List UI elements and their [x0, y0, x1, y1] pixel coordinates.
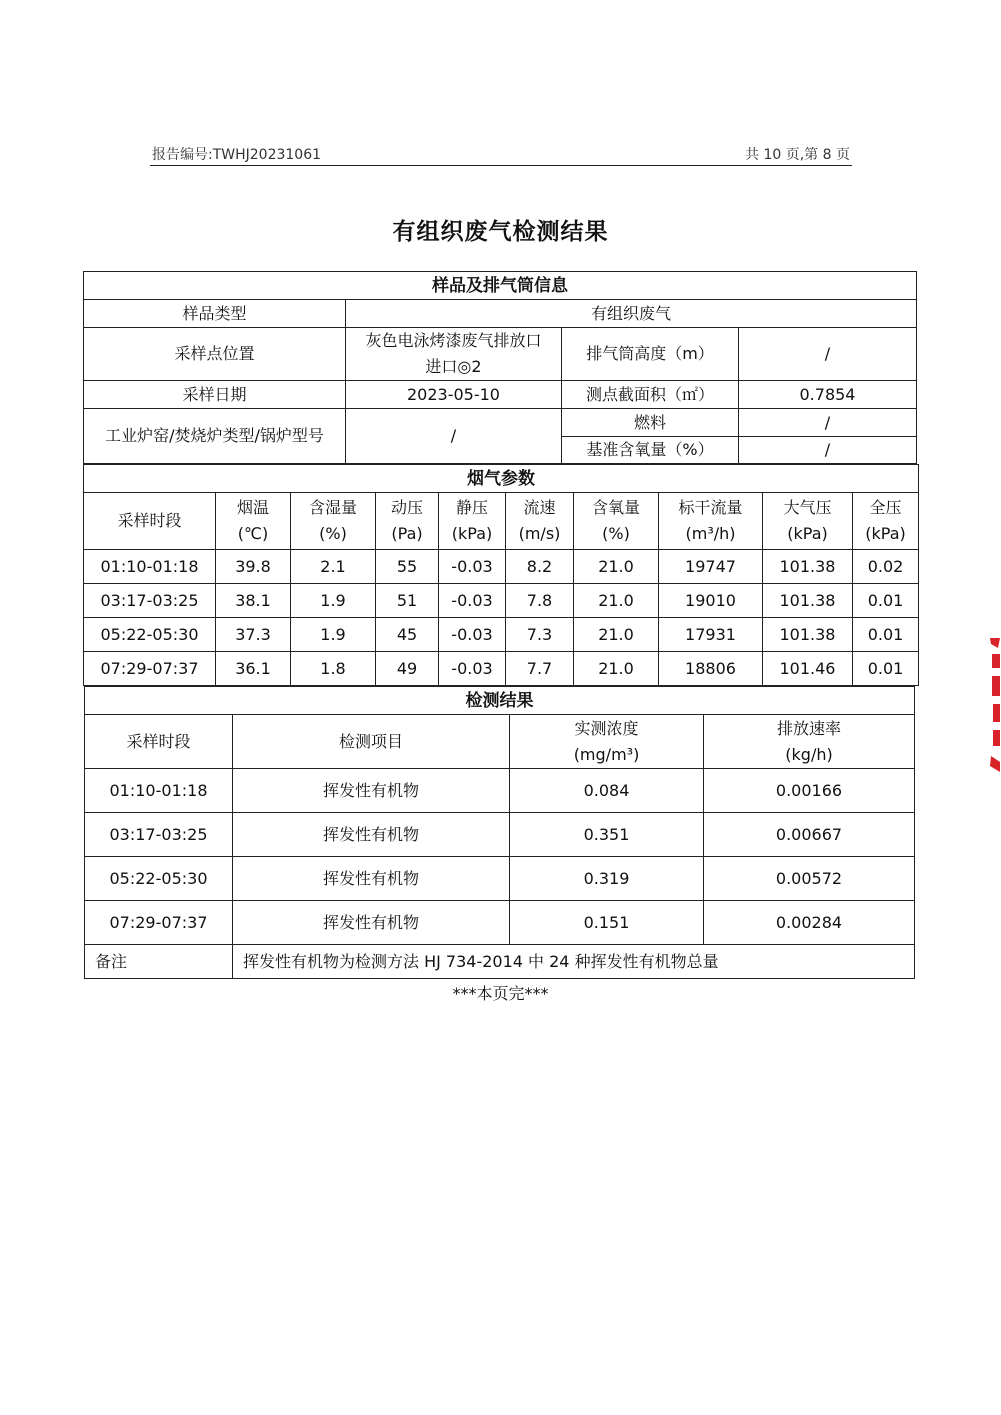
seal-stamp-edge: [988, 636, 1001, 776]
table-row: [84, 584, 919, 618]
section-area-value: 0.7854: [739, 381, 917, 409]
document-title: 有组织废气检测结果: [392, 219, 609, 245]
sampling-date-value: 2023-05-10: [346, 381, 562, 409]
table-cell: 01:10-01:18: [84, 550, 216, 584]
flue-column-header: [763, 493, 853, 550]
column-unit: (kPa): [787, 524, 828, 543]
table-cell: 101.38: [763, 584, 853, 618]
note-label: 备注: [85, 945, 233, 979]
table-cell: 7.8: [506, 584, 574, 618]
table-cell: 36.1: [216, 652, 291, 686]
sample-type-label: 样品类型: [84, 300, 346, 328]
table-cell: 0.00284: [704, 901, 915, 945]
column-unit: (Pa): [391, 524, 423, 543]
table-cell: 17931: [659, 618, 763, 652]
column-unit: (mg/m³): [573, 744, 640, 764]
fuel-value: /: [739, 409, 917, 437]
furnace-type-value: /: [346, 409, 562, 464]
table-cell: 21.0: [574, 618, 659, 652]
table-row: [84, 550, 919, 584]
table-cell: 18806: [659, 652, 763, 686]
flue-column-header: [574, 493, 659, 550]
sampling-date-label: 采样日期: [84, 381, 346, 409]
flue-period-header: 采样时段: [84, 493, 216, 550]
results-table: [84, 686, 915, 979]
table-cell: 07:29-07:37: [84, 652, 216, 686]
table-cell: 101.46: [763, 652, 853, 686]
table-cell: 0.00667: [704, 813, 915, 857]
table-cell: 1.9: [291, 618, 376, 652]
table-cell: 51: [376, 584, 439, 618]
table-row: [85, 813, 915, 857]
furnace-type-label: 工业炉窑/焚烧炉类型/锅炉型号: [84, 409, 346, 464]
table-cell: 挥发性有机物: [233, 769, 510, 813]
table-cell: 0.151: [510, 901, 704, 945]
column-name: 全压: [869, 498, 902, 517]
table-row: [85, 769, 915, 813]
location-label: 采样点位置: [84, 328, 346, 381]
column-name: 流速: [523, 498, 556, 517]
results-concentration-header: [510, 715, 704, 769]
table-cell: 49: [376, 652, 439, 686]
location-value-line1: 灰色电泳烤漆废气排放口: [365, 331, 542, 350]
table-cell: -0.03: [439, 550, 506, 584]
table-cell: -0.03: [439, 584, 506, 618]
table-cell: 0.01: [853, 652, 919, 686]
results-item-header: 检测项目: [233, 715, 510, 769]
table-row: [84, 652, 919, 686]
table-cell: 45: [376, 618, 439, 652]
table-cell: 0.02: [853, 550, 919, 584]
table-row: [84, 618, 919, 652]
column-name: 动压: [390, 498, 423, 517]
location-value-line2: 进口◎2: [425, 357, 482, 376]
fuel-label: 燃料: [562, 409, 739, 437]
table-cell: 03:17-03:25: [85, 813, 233, 857]
table-cell: 37.3: [216, 618, 291, 652]
table-cell: -0.03: [439, 618, 506, 652]
table-row: [85, 901, 915, 945]
flue-gas-table: [83, 464, 919, 686]
base-oxygen-value: /: [739, 437, 917, 464]
stack-height-value: /: [739, 328, 917, 381]
table-cell: 0.00572: [704, 857, 915, 901]
table-cell: 0.01: [853, 618, 919, 652]
column-unit: (m/s): [518, 524, 561, 543]
column-name: 烟温: [236, 498, 269, 517]
table-cell: 38.1: [216, 584, 291, 618]
flue-column-header: [291, 493, 376, 550]
page-indicator: 共 10 页,第 8 页: [745, 147, 850, 163]
table-cell: 21.0: [574, 584, 659, 618]
table-cell: 19010: [659, 584, 763, 618]
table-cell: 7.3: [506, 618, 574, 652]
results-rate-header: [704, 715, 915, 769]
table-cell: 01:10-01:18: [85, 769, 233, 813]
section-area-label: 测点截面积（㎡）: [562, 381, 739, 409]
table-cell: 05:22-05:30: [84, 618, 216, 652]
table-cell: -0.03: [439, 652, 506, 686]
column-name: 含氧量: [591, 498, 640, 517]
table-cell: 39.8: [216, 550, 291, 584]
base-oxygen-label: 基准含氧量（%）: [562, 437, 739, 464]
table-cell: 07:29-07:37: [85, 901, 233, 945]
table-cell: 21.0: [574, 550, 659, 584]
table-cell: 0.351: [510, 813, 704, 857]
column-unit: (kg/h): [785, 744, 833, 764]
results-section-title: 检测结果: [85, 687, 915, 715]
table-cell: 7.7: [506, 652, 574, 686]
column-name: 含湿量: [308, 498, 357, 517]
page-end-mark: ***本页完***: [452, 984, 549, 1003]
sample-type-value: 有组织废气: [346, 300, 917, 328]
column-name: 标干流量: [678, 498, 743, 517]
table-cell: 0.084: [510, 769, 704, 813]
location-value: [346, 328, 562, 381]
column-unit: (kPa): [451, 524, 493, 543]
sample-info-table: [83, 271, 917, 464]
table-cell: 8.2: [506, 550, 574, 584]
flue-column-header: [853, 493, 919, 550]
flue-column-header: [659, 493, 763, 550]
column-unit: (m³/h): [685, 524, 736, 543]
flue-column-header: [216, 493, 291, 550]
flue-column-header: [506, 493, 574, 550]
table-cell: 0.319: [510, 857, 704, 901]
table-cell: 55: [376, 550, 439, 584]
table-cell: 0.00166: [704, 769, 915, 813]
table-cell: 2.1: [291, 550, 376, 584]
column-unit: (%): [319, 524, 347, 543]
flue-column-header: [439, 493, 506, 550]
table-cell: 挥发性有机物: [233, 857, 510, 901]
table-cell: 挥发性有机物: [233, 901, 510, 945]
table-cell: 101.38: [763, 550, 853, 584]
report-number: 报告编号:TWHJ20231061: [152, 147, 322, 163]
table-cell: 101.38: [763, 618, 853, 652]
column-unit: (%): [602, 524, 630, 543]
page-header: [150, 143, 852, 166]
table-cell: 03:17-03:25: [84, 584, 216, 618]
table-cell: 1.8: [291, 652, 376, 686]
column-name: 静压: [455, 498, 488, 517]
sample-info-section-title: 样品及排气筒信息: [84, 272, 917, 300]
column-unit: (kPa): [865, 524, 906, 543]
table-cell: 19747: [659, 550, 763, 584]
table-cell: 1.9: [291, 584, 376, 618]
stack-height-label: 排气筒高度（m）: [562, 328, 739, 381]
flue-gas-section-title: 烟气参数: [84, 465, 919, 493]
table-cell: 挥发性有机物: [233, 813, 510, 857]
results-period-header: 采样时段: [85, 715, 233, 769]
table-cell: 0.01: [853, 584, 919, 618]
table-row: [85, 857, 915, 901]
column-unit: (℃): [237, 524, 269, 543]
table-cell: 05:22-05:30: [85, 857, 233, 901]
column-name: 大气压: [783, 498, 832, 517]
flue-column-header: [376, 493, 439, 550]
note-text: 挥发性有机物为检测方法 HJ 734-2014 中 24 种挥发性有机物总量: [233, 945, 915, 979]
table-cell: 21.0: [574, 652, 659, 686]
column-name: 排放速率: [776, 718, 841, 738]
column-name: 实测浓度: [574, 718, 639, 738]
